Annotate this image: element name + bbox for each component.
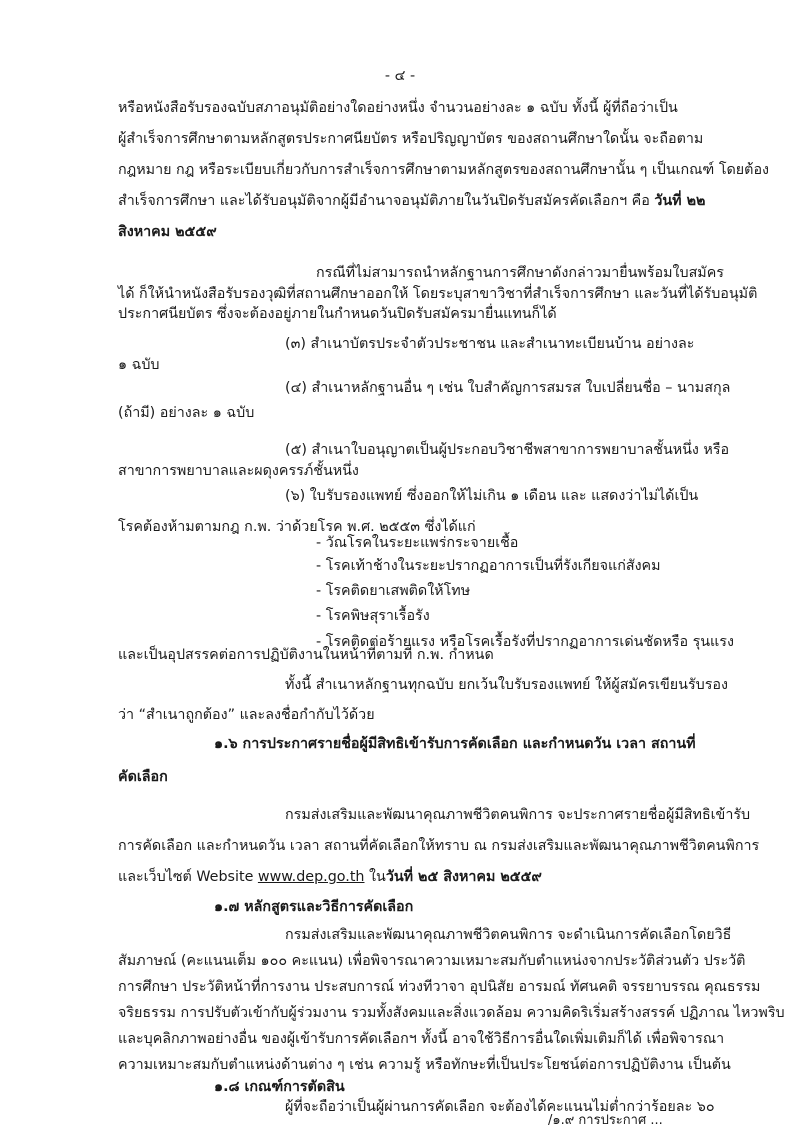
announce-date: วันที่ ๒๕ สิงหาคม ๒๕๕๙	[385, 869, 542, 885]
copies-line2: ว่า “สำเนาถูกต้อง” และลงชื่อกำกับไว้ด้วย	[118, 707, 375, 723]
item6-line1: (๖) ใบรับรองแพทย์ ซึ่งออกให้ไม่เกิน ๑ เดือน และ แสดงว่าไม่ได้เป็น	[285, 488, 699, 504]
item5-line1: (๕) สำเนาใบอนุญาตเป็นผู้ประกอบวิชาชีพสาขาการพยาบาลชั้นหนึ่ง หรือ	[285, 442, 730, 458]
deadline-date-part1: วันที่ ๒๒	[654, 193, 706, 209]
copies-line1: ทั้งนี้ สำเนาหลักฐานทุกฉบับ ยกเว้นใบรับรองแพทย์ ให้ผู้สมัครเขียนรับรอง	[285, 677, 728, 693]
p2-line1: กรณีที่ไม่สามารถนำหลักฐานการศึกษาดังกล่าวมายื่นพร้อมใบสมัคร	[316, 265, 724, 281]
continuation: /๑.๙ การประกาศ ...	[548, 1113, 663, 1128]
s16-line1: กรมส่งเสริมและพัฒนาคุณภาพชีวิตคนพิการ จะประกาศรายชื่อผู้มีสิทธิเข้ารับ	[285, 807, 751, 823]
s17-line3: การศึกษา ประวัติหน้าที่การงาน ประสบการณ์ ท่วงทีวาจา อุปนิสัย อารมณ์ ทัศนคติ จรรยาบรรณ คุณธรรม	[118, 979, 761, 995]
s16-line3-mid: ใน	[364, 869, 386, 885]
s16-line3	[118, 868, 542, 886]
item4-line1: (๔) สำเนาหลักฐานอื่น ๆ เช่น ใบสำคัญการสมรส ใบเปลี่ยนชื่อ – นามสกุล	[285, 380, 731, 396]
p1-line3: กฎหมาย กฎ หรือระเบียบเกี่ยวกับการสำเร็จการศึกษาตามหลักสูตรของสถานศึกษานั้น ๆ เป็นเกณฑ์ โดยต้อง	[118, 162, 770, 178]
s18-line1: ผู้ที่จะถือว่าเป็นผู้ผ่านการคัดเลือก จะต้องได้คะแนนไม่ต่ำกว่าร้อยละ ๖๐	[285, 1099, 715, 1115]
website-link[interactable]: www.dep.go.th	[257, 869, 365, 885]
p1-line1: หรือหนังสือรับรองฉบับสภาอนุมัติอย่างใดอย่างหนึ่ง จำนวนอย่างละ ๑ ฉบับ ทั้งนี้ ผู้ที่ถือว่าเป็น	[118, 100, 678, 116]
page-number: - ๔ -	[384, 68, 416, 84]
p1-line2: ผู้สำเร็จการศึกษาตามหลักสูตรประกาศนียบัตร หรือปริญญาบัตร ของสถานศึกษาใดนั้น จะถือตาม	[118, 131, 704, 147]
p1-line4-text: สำเร็จการศึกษา และได้รับอนุมัติจากผู้มีอำนาจอนุมัติภายในวันปิดรับสมัครคัดเลือกฯ คือ	[118, 193, 655, 209]
disease-tail: และเป็นอุปสรรคต่อการปฏิบัติงานในหน้าที่ตามที่ ก.พ. กำหนด	[118, 647, 494, 663]
s17-line4: จริยธรรม การปรับตัวเข้ากับผู้ร่วมงาน รวมทั้งสังคมและสิ่งแวดล้อม ความคิดริเริ่มสร้างสรรค์ ปฏิภาณ ไหวพริบ	[118, 1005, 785, 1021]
s16-line3-text: และเว็บไซต์ Website	[118, 869, 258, 885]
p2-line3: ประกาศนียบัตร ซึ่งจะต้องอยู่ภายในกำหนดวันปิดรับสมัครมายื่นแทนก็ได้	[118, 306, 557, 322]
s17-line1: กรมส่งเสริมและพัฒนาคุณภาพชีวิตคนพิการ จะดำเนินการคัดเลือกโดยวิธี	[285, 927, 732, 943]
disease-item: - โรคติดยาเสพติดให้โทษ	[316, 583, 471, 599]
deadline-date-part2: สิงหาคม ๒๕๕๙	[118, 224, 217, 240]
item5-line2: สาขาการพยาบาลและผดุงครรภ์ชั้นหนึ่ง	[118, 463, 359, 479]
disease-item: - โรคพิษสุราเรื้อรัง	[316, 608, 430, 624]
item6-line2: โรคต้องห้ามตามกฎ ก.พ. ว่าด้วยโรค พ.ศ. ๒๕๕๓ ซึ่งได้แก่	[118, 519, 476, 535]
s16-line2: การคัดเลือก และกำหนดวัน เวลา สถานที่คัดเลือกให้ทราบ ณ กรมส่งเสริมและพัฒนาคุณภาพชีวิตคนพิการ	[118, 838, 760, 854]
item3-line1: (๓) สำเนาบัตรประจำตัวประชาชน และสำเนาทะเบียนบ้าน อย่างละ	[285, 336, 695, 352]
disease-item: - วัณโรคในระยะแพร่กระจายเชื้อ	[316, 535, 519, 551]
disease-item: - โรคติดต่อร้ายแรง หรือโรคเรื้อรังที่ปรากฏอาการเด่นชัดหรือ รุนแรง	[316, 634, 734, 650]
section-1-8-heading: ๑.๘ เกณฑ์การตัดสิน	[214, 1079, 345, 1095]
s17-line5: และบุคลิกภาพอย่างอื่น ของผู้เข้ารับการคัดเลือกฯ ทั้งนี้ อาจใช้วิธีการอื่นใดเพิ่มเติมก็ได้ เพื่อพิจารณา	[118, 1031, 725, 1047]
disease-item: - โรคเท้าช้างในระยะปรากฏอาการเป็นที่รังเกียจแก่สังคม	[316, 558, 661, 574]
section-1-7-heading: ๑.๗ หลักสูตรและวิธีการคัดเลือก	[214, 899, 414, 915]
section-1-6-heading-cont: คัดเลือก	[118, 769, 168, 785]
p1-line4	[118, 192, 705, 210]
section-1-6-heading: ๑.๖ การประกาศรายชื่อผู้มีสิทธิเข้ารับการคัดเลือก และกำหนดวัน เวลา สถานที่	[214, 736, 696, 752]
item4-line2: (ถ้ามี) อย่างละ ๑ ฉบับ	[118, 405, 255, 421]
p2-line2: ได้ ก็ให้นำหนังสือรับรองวุฒิที่สถานศึกษาออกให้ โดยระบุสาขาวิชาที่สำเร็จการศึกษา และวันที่ได้รับอนุมัติ	[118, 286, 758, 302]
item3-line2: ๑ ฉบับ	[118, 357, 160, 373]
s17-line6: ความเหมาะสมกับตำแหน่งด้านต่าง ๆ เช่น ความรู้ หรือทักษะที่เป็นประโยชน์ต่อการปฏิบัติงาน เป็นต้น	[118, 1057, 731, 1073]
s17-line2: สัมภาษณ์ (คะแนนเต็ม ๑๐๐ คะแนน) เพื่อพิจารณาความเหมาะสมกับตำแหน่งจากประวัติส่วนตัว ประวัติ	[118, 953, 746, 969]
